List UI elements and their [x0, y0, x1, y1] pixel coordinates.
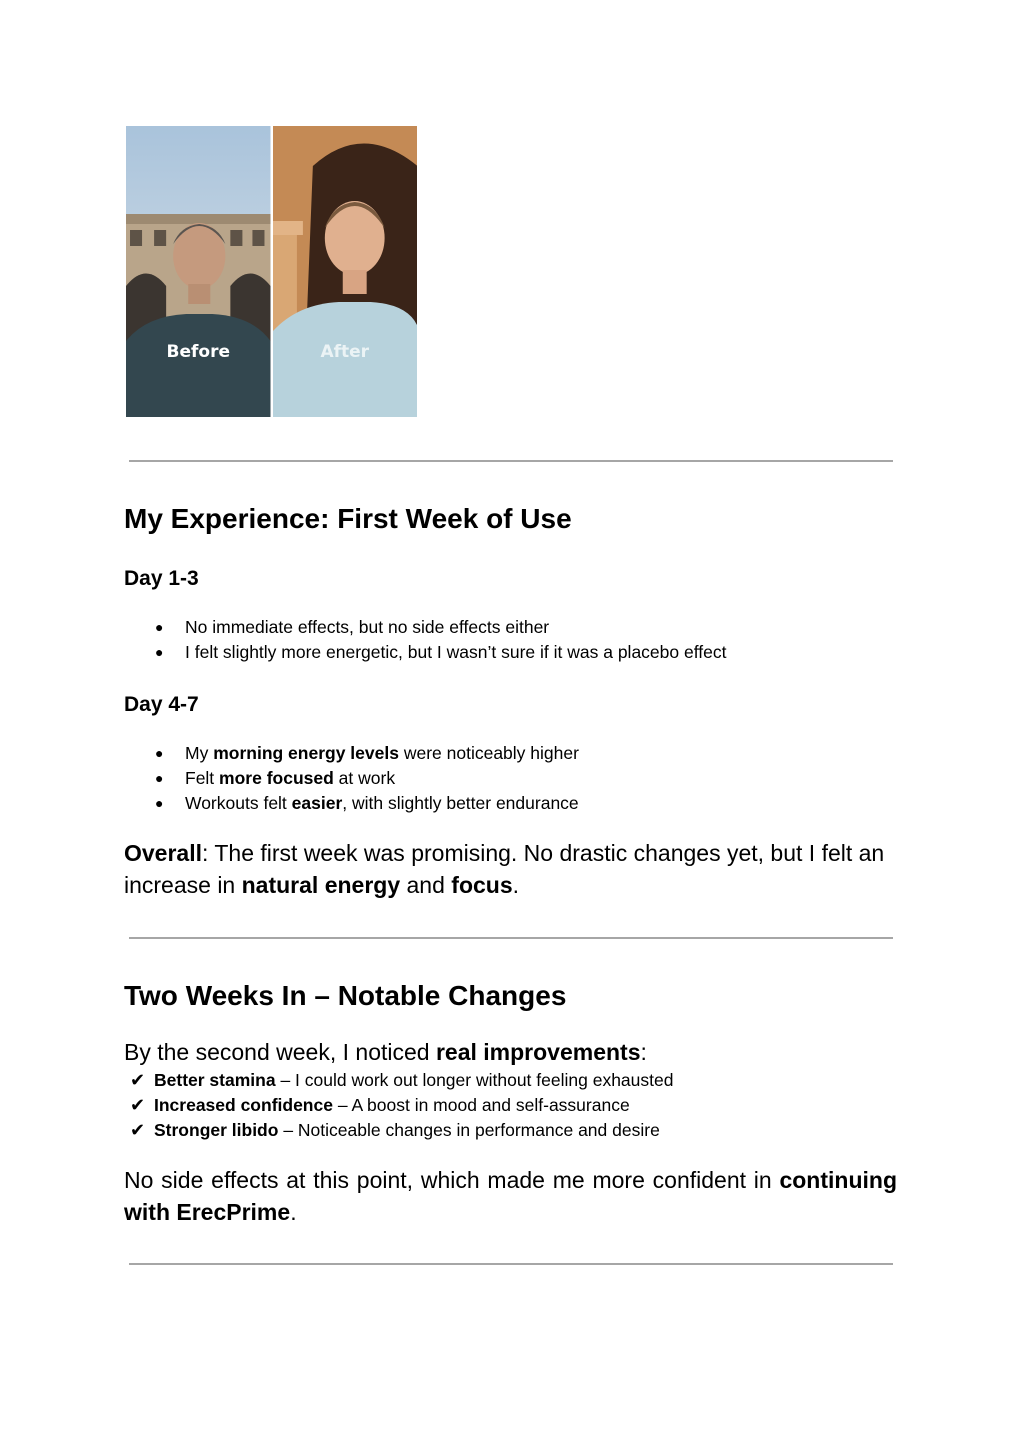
list-item: ● No immediate effects, but no side effects either	[124, 615, 726, 640]
before-after-photo	[126, 126, 417, 417]
two-weeks-intro: By the second week, I noticed real improvements:	[124, 1039, 647, 1065]
list-item: ● I felt slightly more energetic, but I wasn’t sure if it was a placebo effect	[124, 640, 726, 665]
before-panel	[126, 126, 271, 417]
checklist-item: ✔ Better stamina – I could work out longer without feeling exhausted	[130, 1070, 674, 1091]
section-title-two-weeks: Two Weeks In – Notable Changes	[124, 980, 567, 1011]
improvements-checklist	[130, 1068, 673, 1143]
divider	[129, 1263, 893, 1265]
list-item: ● Felt more focused at work	[124, 766, 579, 791]
divider	[129, 460, 893, 462]
checkmark-icon: ✔	[130, 1095, 146, 1116]
before-photo-illustration	[126, 126, 271, 417]
after-photo-illustration	[273, 126, 418, 417]
checklist-item: ✔ Increased confidence – A boost in mood and self-assurance	[130, 1095, 630, 1116]
after-panel	[273, 126, 418, 417]
checklist-item: ✔ Stronger libido – Noticeable changes in performance and desire	[130, 1120, 660, 1141]
before-label: Before	[166, 342, 230, 362]
day-1-3-list	[124, 615, 726, 665]
day-4-7-heading: Day 4-7	[124, 693, 199, 716]
day-4-7-list	[124, 741, 579, 816]
day-1-3-heading: Day 1-3	[124, 567, 199, 590]
overall-summary: Overall: The first week was promising. No drastic changes yet, but I felt an increase in natural energy and focus.	[124, 840, 885, 898]
checkmark-icon: ✔	[130, 1070, 146, 1091]
closing-paragraph: No side effects at this point, which made me more confident in continuing with ErecPrime.	[124, 1167, 897, 1225]
list-item: ● Workouts felt easier, with slightly better endurance	[124, 791, 579, 816]
list-item: ● My morning energy levels were noticeably higher	[124, 741, 579, 766]
checkmark-icon: ✔	[130, 1120, 146, 1141]
after-label: After	[320, 342, 370, 362]
divider	[129, 937, 893, 939]
section-title-first-week: My Experience: First Week of Use	[124, 503, 572, 534]
